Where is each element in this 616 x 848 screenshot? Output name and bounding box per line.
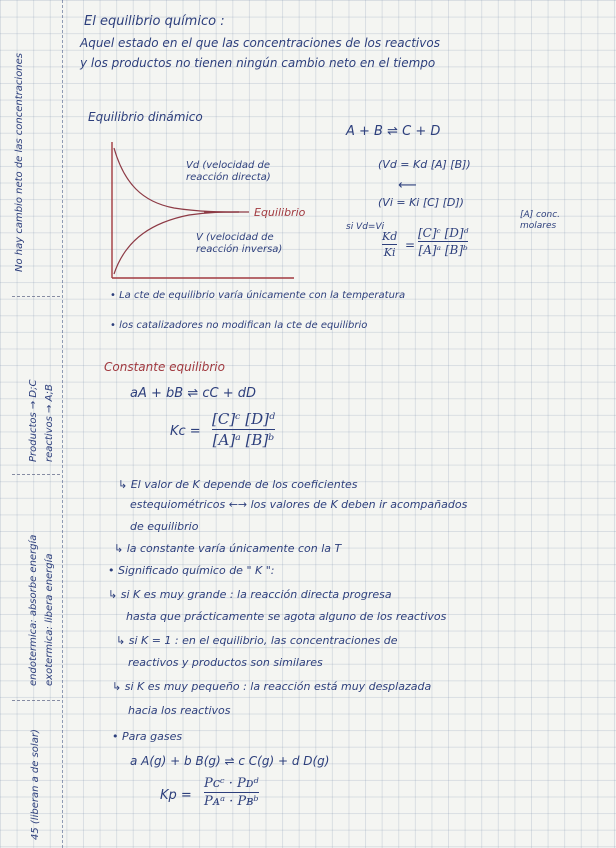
constant-heading: Constante equilibrio	[104, 360, 225, 374]
dynamic-heading: Equilibrio dinámico	[88, 110, 203, 124]
note-line-5: • Significado químico de " K ":	[108, 564, 275, 577]
vd-rate: (Vd = Kd [A] [B])	[378, 158, 471, 171]
kc-label: Kc =	[170, 424, 201, 439]
dynamic-conc-fraction	[418, 226, 468, 257]
k-ratio-num: Kd	[382, 230, 398, 243]
vd-label: Vd (velocidad de reacción directa)	[186, 160, 271, 183]
k-ratio-den: Ki	[383, 246, 396, 259]
dynamic-conc-den: [A]ᵃ [B]ᵇ	[418, 243, 468, 257]
margin-note-3b: exotermica: libera energía	[44, 553, 55, 686]
kc-den: [A]ᵃ [B]ᵇ	[212, 431, 275, 449]
kc-num: [C]ᶜ [D]ᵈ	[212, 410, 275, 428]
equals-sign: =	[405, 238, 416, 252]
equilibrium-label: Equilibrio	[254, 206, 306, 219]
note-line-9: reactivos y productos son similares	[128, 656, 323, 669]
rate-arrow: ⟵	[398, 178, 417, 193]
kp-den: Pᴀᵃ · Pʙᵇ	[204, 794, 259, 809]
note-line-11: hacia los reactivos	[128, 704, 231, 717]
bullet-1: • La cte de equilibrio varía únicamente con la temperatura	[110, 290, 406, 301]
kp-fraction	[204, 776, 259, 809]
note-line-8: ↳ si K = 1 : en el equilibrio, las concentraciones de	[116, 634, 398, 647]
note-line-3: de equilibrio	[130, 520, 199, 533]
intro-line-1: Aquel estado en el que las concentraciones de los reactivos	[80, 36, 440, 50]
note-line-10: ↳ si K es muy pequeño : la reacción está muy desplazada	[112, 680, 432, 693]
margin-note-4: 45 (liberan a de solar)	[30, 729, 41, 840]
margin-divider	[12, 474, 60, 475]
molar-note: [A] conc. molares	[520, 210, 561, 231]
margin-divider	[12, 700, 60, 701]
if-vd-vi: si Vd=Vi	[346, 222, 385, 232]
gas-reaction: a A(g) + b B(g) ⇌ c C(g) + d D(g)	[130, 754, 330, 768]
vi-rate: (Vi = Ki [C] [D])	[378, 196, 464, 209]
kp-num: Pᴄᶜ · Pᴅᵈ	[204, 776, 259, 791]
margin-note-1: No hay cambio neto de las concentraciones	[14, 52, 25, 272]
page-title: El equilibrio químico :	[84, 14, 225, 29]
margin-divider	[12, 296, 60, 297]
margin-note-2a: Productos → D;C	[28, 379, 39, 462]
margin-note-2b: reactivos → A;B	[44, 384, 55, 462]
vi-label: V (velocidad de reacción inversa)	[196, 232, 283, 255]
kp-label: Kp =	[160, 788, 192, 803]
k-ratio	[382, 230, 397, 259]
general-reaction: aA + bB ⇌ cC + dD	[130, 386, 256, 401]
margin-note-3a: endotermica: absorbe energía	[28, 534, 39, 686]
note-line-6: ↳ si K es muy grande : la reacción directa progresa	[108, 588, 392, 601]
margin-line	[62, 0, 63, 848]
note-line-2: estequiométricos ←→ los valores de K deben ir acompañados	[130, 498, 468, 511]
reaction-simple: A + B ⇌ C + D	[346, 124, 441, 139]
note-line-4: ↳ la constante varía únicamente con la T	[114, 542, 342, 555]
intro-line-2: y los productos no tienen ningún cambio neto en el tiempo	[80, 56, 436, 70]
kc-fraction	[212, 410, 275, 449]
note-line-12: • Para gases	[112, 730, 183, 743]
bullet-2: • los catalizadores no modifican la cte de equilibrio	[110, 320, 368, 331]
dynamic-conc-num: [C]ᶜ [D]ᵈ	[418, 226, 469, 240]
note-line-7: hasta que prácticamente se agota alguno de los reactivos	[126, 610, 447, 623]
note-line-1: ↳ El valor de K depende de los coeficientes	[118, 478, 358, 491]
